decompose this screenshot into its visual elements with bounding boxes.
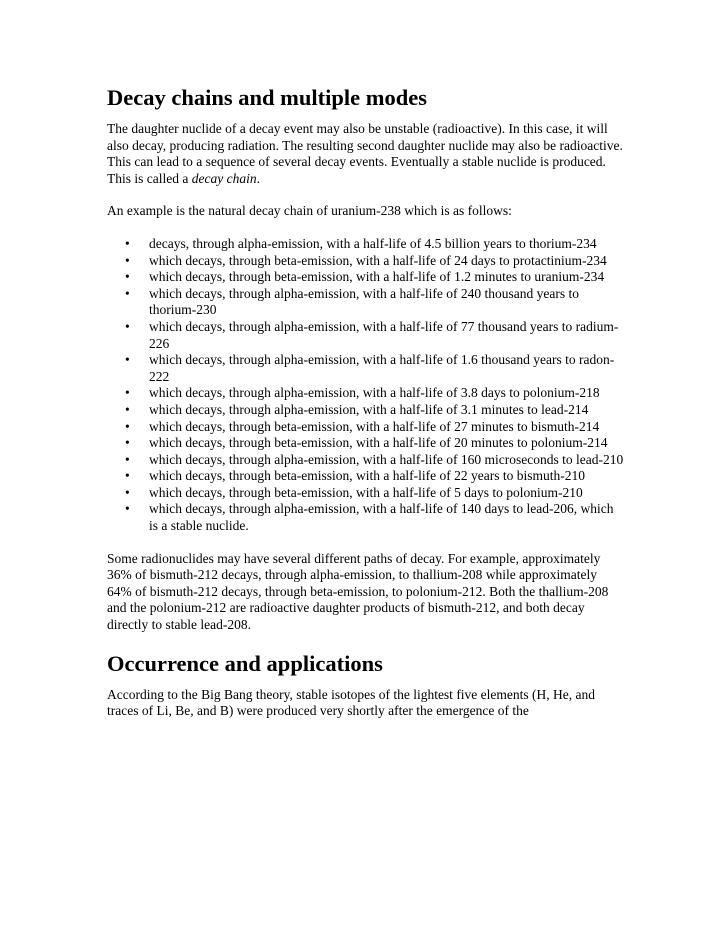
- list-item: • which decays, through alpha-emission, with a half-life of 77 thousand years to radium-226: [107, 319, 625, 352]
- list-item: • which decays, through beta-emission, with a half-life of 1.2 minutes to uranium-234: [107, 269, 625, 286]
- list-item: • which decays, through beta-emission, with a half-life of 5 days to polonium-210: [107, 485, 625, 502]
- list-item: • which decays, through beta-emission, with a half-life of 20 minutes to polonium-214: [107, 435, 625, 452]
- list-item: • which decays, through alpha-emission, with a half-life of 3.1 minutes to lead-214: [107, 402, 625, 419]
- list-item: • which decays, through alpha-emission, with a half-life of 3.8 days to polonium-218: [107, 385, 625, 402]
- list-item: • which decays, through beta-emission, with a half-life of 24 days to protactinium-234: [107, 253, 625, 270]
- list-item: • which decays, through beta-emission, with a half-life of 22 years to bismuth-210: [107, 468, 625, 485]
- section-heading-decay-chains: Decay chains and multiple modes: [107, 85, 428, 110]
- paragraph-uranium-example: An example is the natural decay chain of uranium-238 which is as follows:: [107, 203, 512, 219]
- paragraph-text-end: .: [256, 170, 260, 186]
- decay-chain-list: [107, 236, 625, 535]
- paragraph-multiple-paths: Some radionuclides may have several different paths of decay. For example, approximately 36% of bismuth-212 decays, through alpha-emission, to thallium-208 while approximately 64% of bismuth-212 decays, through beta-emission, to polonium-212. Both the thallium-208 and the polonium-212 are radioactive daughter products of bismuth-212, and both decay directly to stable lead-208.: [107, 550, 609, 633]
- list-item: • which decays, through alpha-emission, with a half-life of 1.6 thousand years to radon-222: [107, 352, 625, 385]
- paragraph-decay-chain-intro: [107, 121, 625, 187]
- paragraph-big-bang: According to the Big Bang theory, stable isotopes of the lightest five elements (H, He, and traces of Li, Be, and B) were produced very shortly after the emergence of the: [107, 686, 596, 719]
- paragraph-text: The daughter nuclide of a decay event may also be unstable (radioactive). In this case, it will also decay, producing radiation. The resulting second daughter nuclide may also be radioactive. This can lead to a sequence of several decay events. Eventually a stable nuclide is produced. This is called a: [107, 121, 623, 186]
- list-item: • which decays, through beta-emission, with a half-life of 27 minutes to bismuth-214: [107, 419, 625, 436]
- list-item: • decays, through alpha-emission, with a half-life of 4.5 billion years to thorium-234: [107, 236, 625, 253]
- section-heading-occurrence: Occurrence and applications: [107, 650, 383, 676]
- list-item: • which decays, through alpha-emission, with a half-life of 140 days to lead-206, which is a stable nuclide.: [107, 501, 625, 534]
- list-item: • which decays, through alpha-emission, with a half-life of 240 thousand years to thorium-230: [107, 286, 625, 319]
- decay-chain-term: decay chain: [191, 170, 257, 186]
- document-page: [107, 84, 625, 736]
- list-item: • which decays, through alpha-emission, with a half-life of 160 microseconds to lead-210: [107, 452, 625, 469]
